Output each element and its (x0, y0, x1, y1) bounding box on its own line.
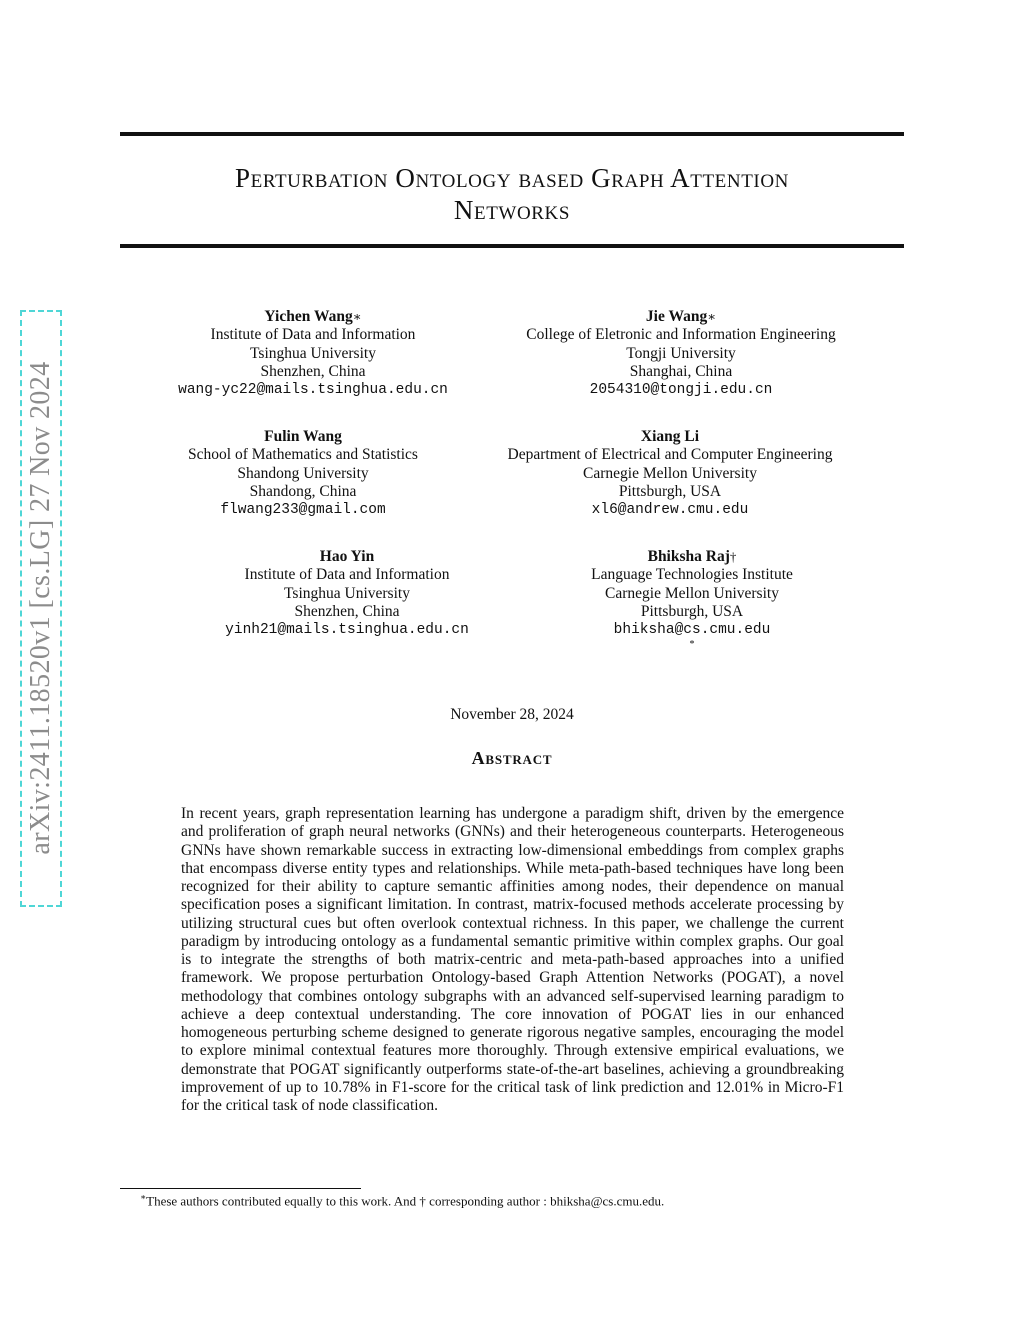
arxiv-stamp[interactable]: arXiv:2411.18520v1 [cs.LG] 27 Nov 2024 (25, 361, 56, 855)
author-affiliation-line: Tsinghua University (250, 344, 376, 362)
author-mark: † (729, 549, 737, 564)
author-name: Fulin Wang (264, 428, 342, 445)
author-affiliation-line: Department of Electrical and Computer Engineering (507, 446, 833, 464)
author-email[interactable]: bhiksha@cs.cmu.edu (613, 622, 771, 639)
author-block (508, 428, 833, 519)
author-block (178, 308, 448, 399)
author-affiliation-line: Pittsburgh, USA (640, 602, 744, 620)
author-block (526, 308, 835, 399)
author-email[interactable]: 2054310@tongji.edu.cn (589, 382, 773, 399)
author-affiliation-line: Carnegie Mellon University (583, 464, 757, 482)
author-affiliation-line: Shenzhen, China (294, 602, 400, 620)
author-mark: ∗ (707, 309, 717, 324)
author-block (225, 548, 469, 639)
author-name: Yichen Wang (264, 308, 353, 325)
title-line-2: Networks (453, 195, 571, 225)
footnote (140, 1192, 664, 1209)
author-email[interactable]: yinh21@mails.tsinghua.edu.cn (225, 622, 469, 639)
author-email[interactable]: flwang233@gmail.com (220, 502, 386, 519)
author-affiliation-line: Institute of Data and Information (244, 566, 450, 584)
author-affiliation-line: Shenzhen, China (260, 362, 366, 380)
paper-date: November 28, 2024 (450, 706, 574, 723)
author-affiliation-line: Shandong University (237, 464, 369, 482)
author-affiliation-line: Tsinghua University (284, 584, 410, 602)
author-name: Bhiksha Raj (647, 548, 730, 565)
abstract-heading (0, 748, 1024, 769)
author-affiliation-line: Language Technologies Institute (591, 566, 793, 584)
footnote-mark: ∗ (140, 1192, 147, 1202)
author-affiliation-line: Shanghai, China (629, 362, 733, 380)
author-name: Jie Wang (645, 308, 708, 325)
author-mark: ∗ (352, 309, 362, 324)
author-block (188, 428, 418, 519)
footnote-text: These authors contributed equally to this work. And † corresponding author : bhiksha@cs.cmu.edu. (146, 1193, 665, 1209)
author-email[interactable]: wang-yc22@mails.tsinghua.edu.cn (178, 382, 448, 399)
author-affiliation-line: Shandong, China (249, 482, 357, 500)
author-block (591, 548, 793, 651)
paper-title (120, 162, 904, 226)
author-name: Hao Yin (319, 548, 375, 565)
author-affiliation-line: College of Eletronic and Information Engineering (526, 326, 836, 344)
title-top-rule (120, 132, 904, 136)
abstract-heading-text: Abstract (471, 748, 553, 768)
title-bottom-rule (120, 244, 904, 248)
author-affiliation-line: Tongji University (626, 344, 736, 362)
author-email[interactable]: xl6@andrew.cmu.edu (591, 502, 749, 519)
author-extra-mark: * (689, 639, 695, 651)
author-affiliation-line: Institute of Data and Information (210, 326, 416, 344)
author-name: Xiang Li (640, 428, 700, 445)
footnote-rule (120, 1188, 361, 1189)
author-affiliation-line: Carnegie Mellon University (605, 584, 779, 602)
author-affiliation-line: Pittsburgh, USA (618, 482, 722, 500)
abstract-text: In recent years, graph representation learning has undergone a paradigm shift, driven by the emergence and proliferation of graph neural networks (GNNs) and their heterogeneous counterparts. Heterogeneous GNNs have shown remarkable success in extracting low-dimensional embeddings from complex graphs that encompass diverse entity types and relationships. While meta-path-based techniques have long been recognized for their ability to capture semantic affinities among nodes, their dependence on manual specification poses a significant limitation. In contrast, matrix-focused methods accelerate processing by utilizing structural cues but often overlook contextual richness. In this paper, we challenge the current paradigm by introducing ontology as a fundamental semantic primitive within complex graphs. Our goal is to integrate the strengths of both matrix-centric and meta-path-based approaches into a unified framework. We propose perturbation Ontology-based Graph Attention Networks (POGAT), a novel methodology that combines ontology subgraphs with an advanced self-supervised learning paradigm to achieve a deep contextual understanding. The core innovation of POGAT lies in our enhanced homogeneous perturbing scheme designed to generate rigorous negative samples, encouraging the model to explore minimal contextual features more thoroughly. Through extensive empirical evaluations, we demonstrate that POGAT significantly outperforms state-of-the-art baselines, achieving a groundbreaking improvement of up to 10.78% in F1-score for the critical task of link prediction and 12.01% in Micro-F1 for the critical task of node classification. (181, 805, 844, 1114)
author-affiliation-line: School of Mathematics and Statistics (188, 446, 418, 464)
title-line-1: Perturbation Ontology based Graph Attention (235, 163, 789, 193)
